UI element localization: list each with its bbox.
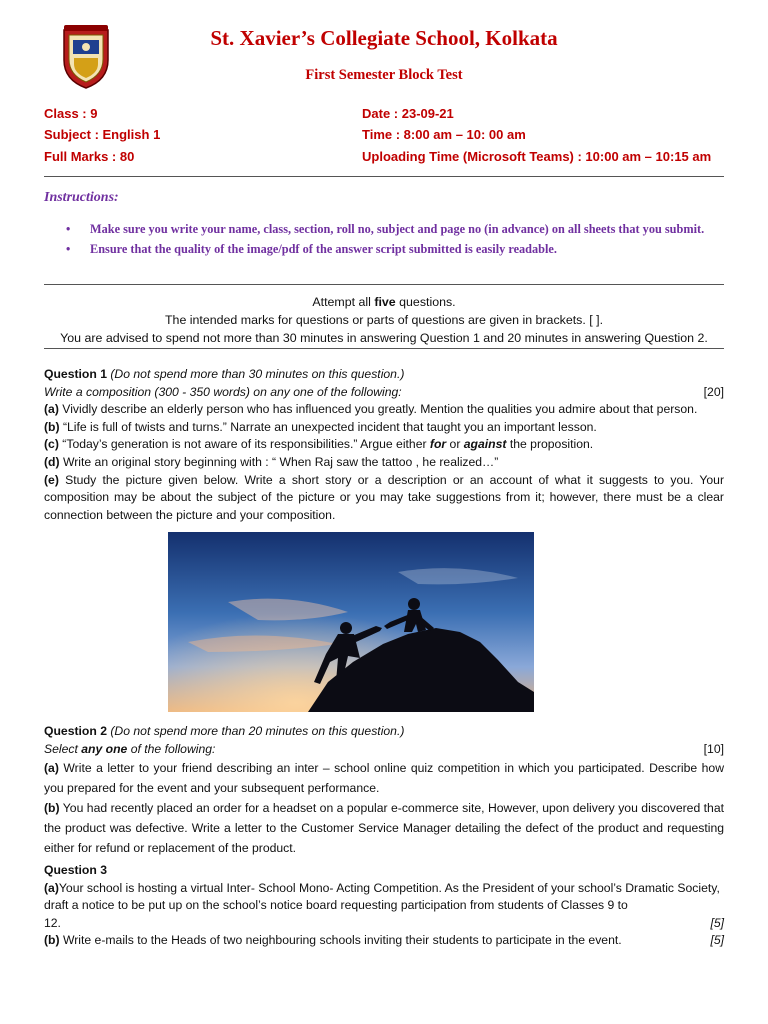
question-1-option-e: (e) Study the picture given below. Write a short story or a description or an account of what it suggests to you. Your composition may be about the subject of the picture or you may take suggestions from it; however, there must be a clear connection between the picture and your composition. <box>44 472 725 522</box>
question-2-option-b: (b) You had recently placed an order for a headset on a popular e-commerce site, However, upon delivery you discovered that the product was defective. Write a letter to the Customer Service Manager detailing the defect of the product and requesting either for refund or replacement of the product. <box>44 801 725 856</box>
question-1-option-d: (d) Write an original story beginning with : “ When Raj saw the tattoo , he realized…” <box>44 454 499 469</box>
question-3-option-a-end: 12. [5] <box>44 915 724 930</box>
question-2 <box>44 723 724 858</box>
date-info: Date : 23-09-21 <box>362 106 454 121</box>
question-1-heading: Question 1 (Do not spend more than 30 minutes on this question.) <box>44 367 405 381</box>
instructions-heading: Instructions: <box>44 190 119 205</box>
question-2-option-a: (a) Write a letter to your friend describing an inter – school online quiz competition in which you participated. Describe how you prepared for the event and your subsequent performance. <box>44 761 725 796</box>
question-2-directive: Select any one of the following: [10] <box>44 741 724 756</box>
instructions-divider <box>44 284 724 285</box>
question-3-heading: Question 3 <box>44 863 107 877</box>
question-1-directive: Write a composition (300 - 350 words) on any one of the following: [20] <box>44 384 724 399</box>
uploading-time-info: Uploading Time (Microsoft Teams) : 10:00 am – 10:15 am <box>362 149 712 164</box>
attempt-line: Attempt all five questions. <box>312 295 456 309</box>
full-marks-info: Full Marks : 80 <box>44 149 135 164</box>
general-instructions <box>0 293 768 347</box>
instruction-item: • Ensure that the quality of the image/pdf of the answer script submitted is easily readable. <box>66 241 557 256</box>
question-1-option-c: (c) “Today’s generation is not aware of its responsibilities.” Argue either for or against the proposition. <box>44 437 594 452</box>
time-advice-line: You are advised to spend not more than 30 minutes in answering Question 1 and 20 minutes in answering Question 2. <box>60 331 708 345</box>
test-name-subtitle: First Semester Block Test <box>305 67 463 83</box>
school-name-title: St. Xavier’s Collegiate School, Kolkata <box>210 26 558 50</box>
marks-note-line: The intended marks for questions or parts of questions are given in brackets. [ ]. <box>164 313 604 327</box>
question-1 <box>44 366 724 524</box>
class-info: Class : 9 <box>44 106 98 121</box>
header-divider <box>44 176 724 177</box>
question-2-heading: Question 2 (Do not spend more than 20 minutes on this question.) <box>44 724 405 738</box>
instructions-list <box>66 221 728 260</box>
time-info: Time : 8:00 am – 10: 00 am <box>362 127 526 142</box>
subject-info: Subject : English 1 <box>44 127 161 142</box>
question-1-option-a: (a) Vividly describe an elderly person who has influenced you greatly. Mention the qualities you admire about that person. <box>44 402 698 417</box>
climbers-picture <box>168 532 534 712</box>
question-3-option-b: (b) Write e-mails to the Heads of two neighbouring schools inviting their students to participate in the event. [5] <box>44 933 724 948</box>
instruction-item: • Make sure you write your name, class, section, roll no, subject and page no (in advance) on all sheets that you submit. <box>66 222 705 236</box>
question-3-option-a: (a)Your school is hosting a virtual Inter- School Mono- Acting Competition. As the President of your school’s Dramatic Society, draft a notice to be put up on the school’s notice board requesting participation from students of Classes 9 to <box>44 880 720 913</box>
question-1-option-b: (b) “Life is full of twists and turns.” Narrate an unexpected incident that taught you an important lesson. <box>44 419 597 434</box>
question-3 <box>44 862 724 950</box>
general-divider <box>44 348 724 349</box>
